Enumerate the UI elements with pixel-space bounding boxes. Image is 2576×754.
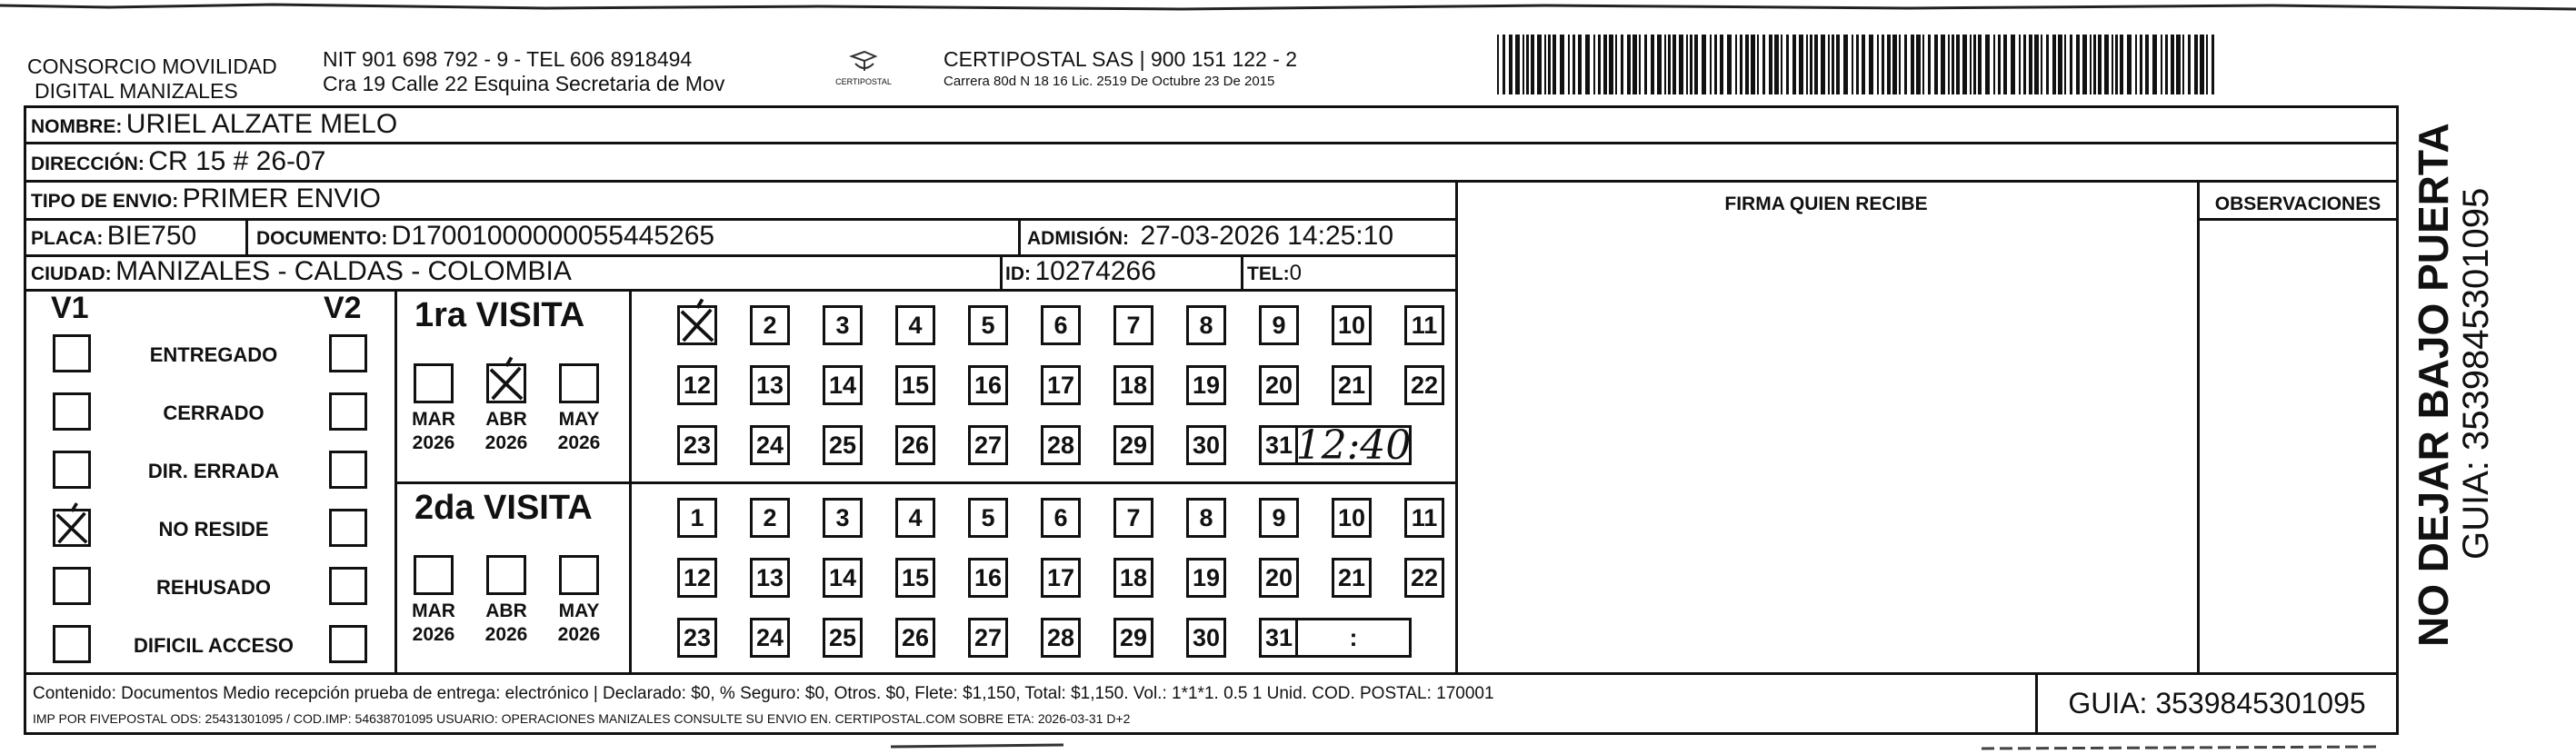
v2-checkbox [329,567,367,605]
barcode-bar [2052,35,2056,94]
barcode-bar [1544,35,1546,94]
no-dejar-bajo-puerta: NO DEJAR BAJO PUERTA [2410,123,2457,647]
barcode-bar [1899,35,1901,94]
barcode-bar [1632,35,1637,94]
barcode-bar [1799,35,1803,94]
v1-checkbox [53,509,91,547]
time-box: : [1295,618,1412,658]
barcode-bar [1810,35,1812,94]
month-checkbox [559,363,599,403]
day-box: 24 [750,425,790,465]
day-box: 30 [1186,618,1226,658]
barcode-bar [1751,35,1755,94]
barcode-bar [1672,35,1676,94]
day-box: 19 [1186,558,1226,598]
day-box: 12 [677,365,717,405]
month-label: ABR [485,409,527,430]
row-divider [2197,218,2399,221]
barcode-bar [1710,35,1712,94]
barcode-bar [1664,35,1666,94]
observaciones-header: OBSERVACIONES [2214,193,2381,214]
day-box: 5 [968,305,1008,345]
barcode-bar [1956,35,1960,94]
barcode-bar [2011,35,2015,94]
barcode-bar [1786,35,1789,94]
col-divider [1455,180,1458,672]
barcode-bar [1686,35,1688,94]
barcode-bar [1609,35,1613,94]
barcode-bar [1615,35,1617,94]
id-row: ID: 10274266 [1005,256,1156,286]
barcode-bar [2029,35,2032,94]
day-box: 9 [1259,305,1299,345]
barcode-bar [1856,35,1859,94]
day-box: 13 [750,365,790,405]
documento-value: D17001000000055445265 [391,221,715,251]
barcode-bar [1852,35,1853,94]
col-divider [629,289,632,672]
barcode-bar [1573,35,1575,94]
status-label: DIFICIL ACCESO [133,634,294,657]
barcode-bar [1998,35,2001,94]
status-label: DIR. ERRADA [147,460,280,482]
barcode-bar [1757,35,1759,94]
barcode [1495,35,2222,94]
certipostal-logo: CERTIPOSTAL [823,47,904,91]
col-divider [2197,180,2200,672]
barcode-bar [2023,35,2026,94]
barcode-bar [2194,35,2198,94]
check-mark-icon [680,308,714,342]
v1-checkbox [53,392,91,431]
barcode-bar [2200,35,2204,94]
month-checkbox [486,363,526,403]
v1-checkbox [53,334,91,372]
barcode-bar [1720,35,1723,94]
month-label: MAY [558,600,600,621]
barcode-bar [2176,35,2181,94]
day-box: 23 [677,618,717,658]
barcode-bar [1537,35,1542,94]
day-box: 20 [1259,558,1299,598]
barcode-bar [1904,35,1907,94]
barcode-bar [1509,35,1513,94]
status-label: CERRADO [163,402,265,424]
day-box: 27 [968,425,1008,465]
barcode-bar [2206,35,2208,94]
contenido-line: Contenido: Documentos Medio recepción prueba de entrega: electrónico | Declarado: $0, % Seguro: $0, Otros. $0, Flete: $1,150, Total: $1,150. Vol.: 1*1*1. 0.5 1 Unid. COD. POSTAL: 170001 [33,684,1494,703]
visit1-title: 1ra VISITA [414,296,585,334]
day-box: 17 [1041,558,1081,598]
day-box: 3 [823,498,863,538]
barcode-bar [2046,35,2049,94]
tel-row: TEL:0 [1247,261,1303,285]
barcode-bar [2127,35,2132,94]
barcode-bar [1922,35,1924,94]
barcode-bar [1598,35,1601,94]
day-box: 16 [968,558,1008,598]
day-box [677,305,717,345]
courier-info: CERTIPOSTAL SAS | 900 151 122 - 2 Carrera 80d N 18 16 Lic. 2519 De Octubre 23 De 2015 [944,47,1298,89]
barcode-bar [2093,35,2096,94]
day-box: 10 [1332,498,1372,538]
barcode-bar [2135,35,2137,94]
barcode-bar [1727,35,1732,94]
barcode-bar [2165,35,2168,94]
barcode-bar [1821,35,1825,94]
consortium-info: NIT 901 698 792 - 9 - TEL 606 8918494 Cra 19 Calle 22 Esquina Secretaria de Mov [323,47,725,95]
admision-row: ADMISIÓN: 27-03-2026 14:25:10 [1027,221,1394,251]
barcode-bar [1887,35,1891,94]
day-box: 28 [1041,618,1081,658]
barcode-bar [1526,35,1529,94]
day-box: 1 [677,498,717,538]
month-label: MAR [412,409,455,430]
barcode-bar [1814,35,1818,94]
barcode-bar [2120,35,2123,94]
day-box: 6 [1041,498,1081,538]
barcode-bar [1836,35,1840,94]
day-box: 4 [895,305,935,345]
barcode-bar [1668,35,1671,94]
day-box: 8 [1186,305,1226,345]
barcode-bar [1862,35,1865,94]
day-box: 26 [895,618,935,658]
barcode-bar [1578,35,1582,94]
barcode-bar [1740,35,1742,94]
nombre-row: NOMBRE: URIEL ALZATE MELO [31,109,398,139]
barcode-bar [1869,35,1873,94]
firma-header: FIRMA QUIEN RECIBE [1724,193,1928,214]
day-box: 28 [1041,425,1081,465]
day-box: 7 [1113,305,1153,345]
barcode-bar [1993,35,1995,94]
day-box: 5 [968,498,1008,538]
month-label: MAY [558,409,600,430]
time-box: 12:40 [1295,422,1412,469]
v1-checkbox [53,625,91,663]
barcode-bar [2070,35,2072,94]
day-box: 3 [823,305,863,345]
col-divider [1018,218,1021,254]
barcode-bar [2145,35,2149,94]
barcode-bar [1621,35,1623,94]
barcode-bar [1657,35,1662,94]
barcode-bar [1523,35,1524,94]
day-box: 15 [895,365,935,405]
v2-checkbox [329,451,367,489]
barcode-bar [1911,35,1914,94]
guia-box: GUIA: 3539845301095 [2068,687,2366,719]
day-box: 16 [968,365,1008,405]
barcode-bar [1639,35,1641,94]
day-box: 22 [1404,365,1444,405]
day-box: 2 [750,305,790,345]
day-box: 4 [895,498,935,538]
barcode-bar [1781,35,1782,94]
day-box: 25 [823,618,863,658]
v1-header: V1 [51,291,89,325]
year-label: 2026 [484,624,528,645]
day-box: 9 [1259,498,1299,538]
month-label: ABR [485,600,527,621]
barcode-bar [1832,35,1834,94]
barcode-bar [2090,35,2092,94]
barcode-bar [2115,35,2118,94]
top-edge-scan [0,0,2576,13]
barcode-bar [2058,35,2062,94]
barcode-bar [1644,35,1647,94]
barcode-bar [1679,35,1683,94]
barcode-bar [1694,35,1698,94]
barcode-bar [1690,35,1692,94]
tipo-row: TIPO DE ENVIO: PRIMER ENVIO [31,184,382,213]
month-checkbox [414,555,454,595]
day-box: 27 [968,618,1008,658]
v2-checkbox [329,625,367,663]
side-guia: GUIA: 3539845301095 [2456,187,2496,560]
barcode-bar [1928,35,1931,94]
ciudad-value: MANIZALES - CALDAS - COLOMBIA [115,256,572,286]
barcode-bar [2112,35,2113,94]
barcode-bar [1941,35,1945,94]
placa-row: PLACA: BIE750 [31,221,197,251]
day-box: 14 [823,365,863,405]
day-box: 8 [1186,498,1226,538]
barcode-bar [2098,35,2102,94]
day-box: 24 [750,618,790,658]
barcode-bar [1735,35,1737,94]
month-checkbox [486,555,526,595]
status-label: ENTREGADO [149,343,278,366]
row-divider [24,180,2399,183]
barcode-bar [2064,35,2066,94]
day-box: 15 [895,558,935,598]
barcode-bar [1948,35,1950,94]
tipo-value: PRIMER ENVIO [182,184,382,213]
barcode-bar [1714,35,1717,94]
barcode-bar [2104,35,2109,94]
month-checkbox [559,555,599,595]
day-box: 21 [1332,365,1372,405]
v2-checkbox [329,392,367,431]
barcode-bar [2019,35,2021,94]
barcode-bar [2182,35,2184,94]
barcode-bar [1593,35,1595,94]
month-checkbox [414,363,454,403]
day-box: 2 [750,498,790,538]
barcode-bar [2161,35,2162,94]
barcode-bar [1978,35,1982,94]
barcode-bar [2041,35,2042,94]
day-box: 20 [1259,365,1299,405]
placa-value: BIE750 [106,221,197,251]
barcode-bar [1916,35,1921,94]
barcode-bar [1952,35,1954,94]
day-box: 18 [1113,365,1153,405]
day-box: 10 [1332,305,1372,345]
barcode-bar [2152,35,2157,94]
imp-line: IMP POR FIVEPOSTAL ODS: 25431301095 / COD.IMP: 54638701095 USUARIO: OPERACIONES MANIZALES CONSULTE SU ENVIO EN. CERTIPOSTAL.COM SOBRE ETA: 2026-03-31 D+2 [33,711,1131,726]
barcode-bar [2212,35,2214,94]
day-box: 11 [1404,305,1444,345]
year-label: 2026 [484,432,528,453]
day-box: 11 [1404,498,1444,538]
day-box: 29 [1113,618,1153,658]
direccion-row: DIRECCIÓN: CR 15 # 26-07 [31,146,326,176]
barcode-bar [2076,35,2080,94]
barcode-bar [1774,35,1779,94]
month-label: MAR [412,600,455,621]
day-box: 29 [1113,425,1153,465]
v1-checkbox [53,451,91,489]
day-box: 31 [1259,618,1299,658]
col-divider [1241,254,1243,289]
barcode-bar [1892,35,1897,94]
v1-checkbox [53,567,91,605]
barcode-bar [1843,35,1848,94]
barcode-bar [1769,35,1772,94]
barcode-bar [1806,35,1808,94]
barcode-bar [2082,35,2087,94]
check-mark-icon [489,366,524,401]
v2-checkbox [329,334,367,372]
barcode-bar [1531,35,1534,94]
day-box: 30 [1186,425,1226,465]
check-mark-icon [55,511,88,544]
barcode-bar [2034,35,2039,94]
year-label: 2026 [557,432,601,453]
documento-row: DOCUMENTO: D17001000000055445265 [256,221,715,251]
barcode-bar [1603,35,1607,94]
admision-value: 27-03-2026 14:25:10 [1140,221,1394,251]
barcode-bar [1497,35,1499,94]
barcode-bar [1568,35,1570,94]
day-box: 18 [1113,558,1153,598]
day-box: 26 [895,425,935,465]
barcode-bar [1627,35,1631,94]
v2-checkbox [329,509,367,547]
nombre-value: URIEL ALZATE MELO [125,109,398,139]
day-box: 6 [1041,305,1081,345]
barcode-bar [1792,35,1796,94]
barcode-bar [1882,35,1884,94]
day-box: 7 [1113,498,1153,538]
ciudad-row: CIUDAD: MANIZALES - CALDAS - COLOMBIA [31,256,572,286]
barcode-bar [1762,35,1765,94]
v2-header: V2 [324,291,362,325]
day-box: 31 [1259,425,1299,465]
barcode-bar [1515,35,1520,94]
col-divider [245,218,248,254]
barcode-bar [1973,35,1976,94]
barcode-bar [1745,35,1749,94]
barcode-bar [1553,35,1556,94]
col-divider [394,289,397,672]
barcode-bar [2140,35,2142,94]
barcode-bar [1585,35,1590,94]
barcode-bar [1548,35,1551,94]
col-divider [1000,254,1003,289]
visit-divider [394,481,1455,484]
barcode-bar [1962,35,1967,94]
day-box: 21 [1332,558,1372,598]
barcode-bar [1828,35,1830,94]
barcode-bar [1503,35,1505,94]
year-label: 2026 [412,624,455,645]
barcode-bar [1560,35,1564,94]
year-label: 2026 [412,432,455,453]
day-box: 25 [823,425,863,465]
bottom-edge-scan [0,739,2576,754]
barcode-bar [2003,35,2007,94]
visit2-title: 2da VISITA [414,489,593,527]
tel-value: 0 [1289,261,1303,285]
status-label: REHUSADO [156,576,271,599]
status-label: NO RESIDE [158,518,269,541]
consortium-name: CONSORCIO MOVILIDAD DIGITAL MANIZALES [27,55,277,103]
day-box: 22 [1404,558,1444,598]
barcode-bar [1877,35,1879,94]
day-box: 13 [750,558,790,598]
day-box: 19 [1186,365,1226,405]
barcode-bar [1651,35,1654,94]
barcode-bar [2188,35,2191,94]
barcode-bar [1970,35,1972,94]
barcode-bar [1985,35,1990,94]
day-box: 14 [823,558,863,598]
year-label: 2026 [557,624,601,645]
direccion-value: CR 15 # 26-07 [148,146,326,176]
day-box: 12 [677,558,717,598]
id-value: 10274266 [1034,256,1156,286]
barcode-bar [2171,35,2174,94]
day-box: 23 [677,425,717,465]
day-box: 17 [1041,365,1081,405]
barcode-bar [1702,35,1706,94]
barcode-bar [1934,35,1938,94]
